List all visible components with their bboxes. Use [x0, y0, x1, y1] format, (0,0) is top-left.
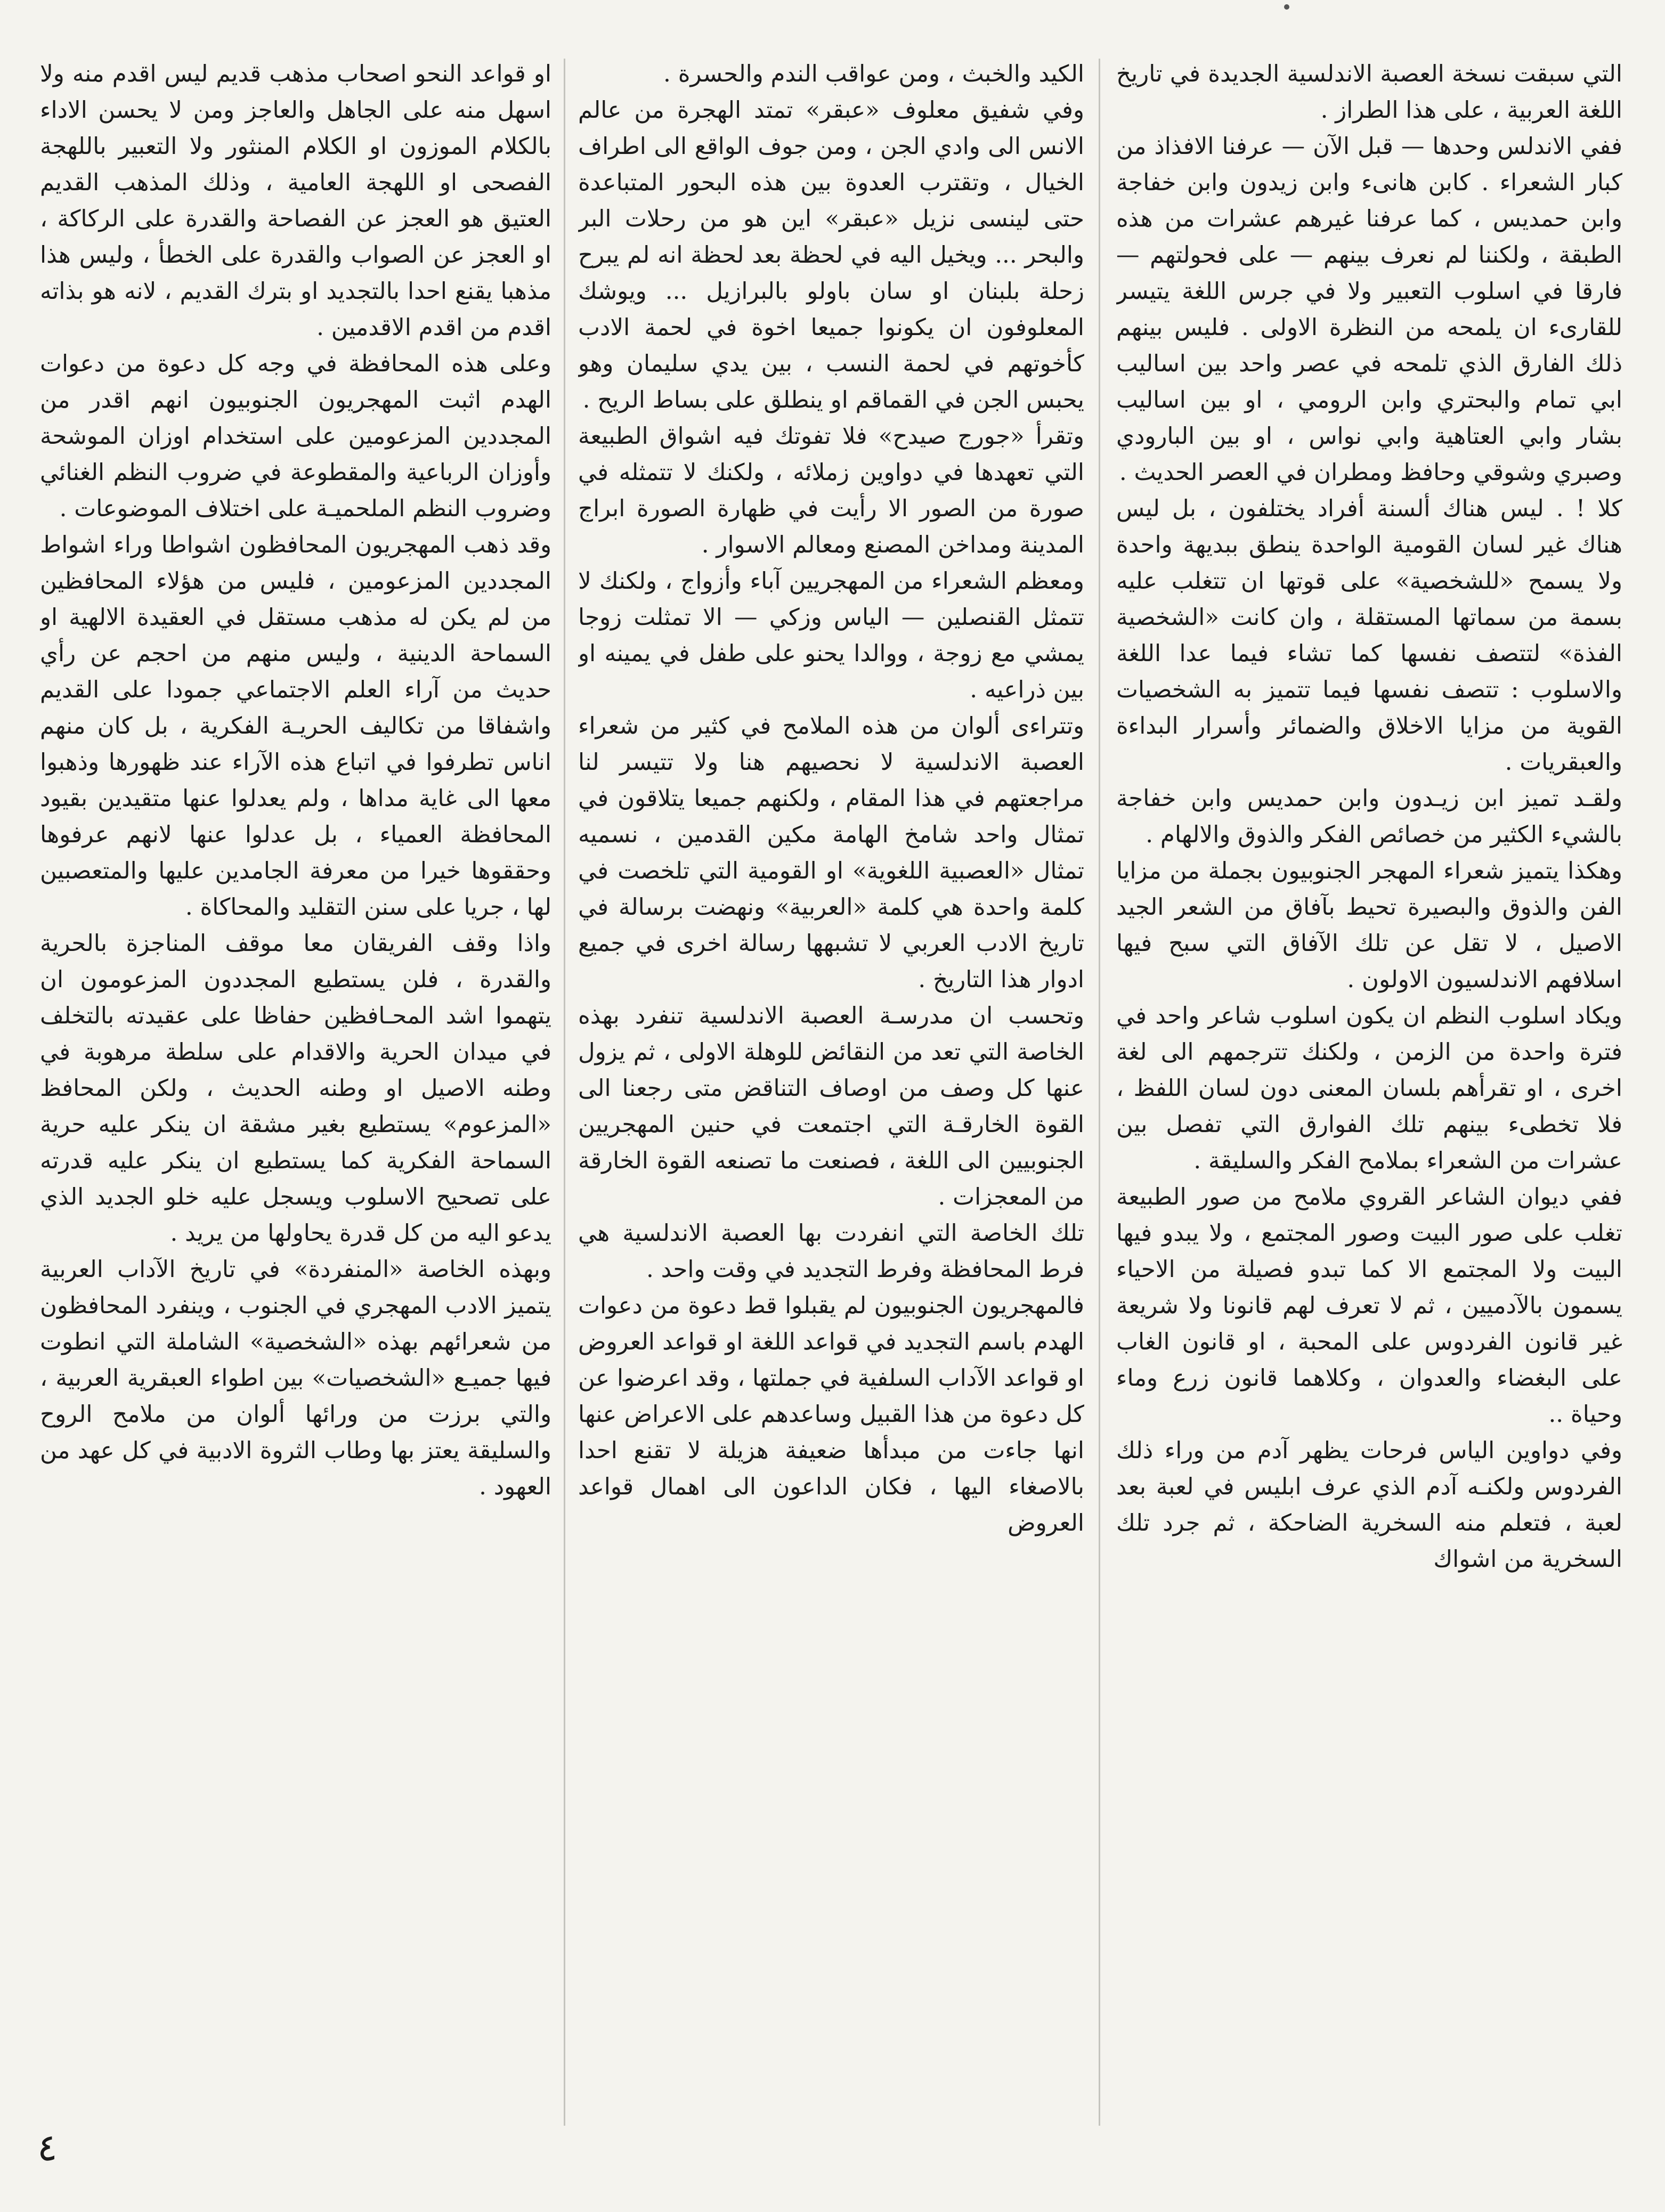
paragraph: وتتراءى ألوان من هذه الملامح في كثير من شعراء العصبة الاندلسية لا نحصيهم هنا ولا تتيسر لنا مراجعتهم في هذا المقام ، ولكنهم جميعا يتلاقون في تمثال واحد شامخ الهامة مكين القدمين ، نسميه تمثال «العصبية اللغوية» او القومية التي تلخصت في كلمة واحدة هي كلمة «العربية» ونهضت برسالة في تاريخ الادب العربي لا تشبهها رسالة اخرى في جميع ادوار هذا التاريخ .: [578, 713, 1084, 993]
paragraph: وفي دواوين الياس فرحات يظهر آدم من وراء ذلك الفردوس ولكنـه آدم الذي عرف ابليس في لعبة بعد لعبة ، فتعلم منه السخرية الضاحكة ، ثم جرد تلك السخرية من اشواك: [1116, 1437, 1622, 1573]
print-dot: [1284, 4, 1289, 10]
paragraph: كلا ! . ليس هناك ألسنة أفراد يختلفون ، بل ليس هناك غير لسان القومية الواحدة ينطق ببديهة واحدة ولا يسمح «للشخصية» على قوتها ان تتغلب عليه بسمة من سماتها المستقلة ، وان كانت «الشخصية الفذة» لتتصف نفسها كما تشاء فيما عدا اللغة والاسلوب : تتصف نفسها فيما تتميز به الشخصيات القوية من مزايا الاخلاق والضمائر وأسرار البداءة والعبقريات .: [1116, 495, 1622, 776]
paragraph: وعلى هذه المحافظة في وجه كل دعوة من دعوات الهدم اثبت المهجريون الجنوبيون انهم اقدر من المجددين المزعومين على استخدام اوزان الموشحة وأوزان الرباعية والمقطوعة في ضروب النظم الغنائي وضروب النظم الملحميـة على اختلاف الموضوعات .: [40, 351, 551, 522]
article-column-right: [1116, 56, 1622, 2134]
paragraph: الكيد والخبث ، ومن عواقب الندم والحسرة .: [663, 61, 1084, 87]
paragraph: ويكاد اسلوب النظم ان يكون اسلوب شاعر واحد في فترة واحدة من الزمن ، ولكنك تترجمهم الى لغة اخرى ، او تقرأهم بلسان المعنى دون لسان اللفظ ، فلا تخطىء بينهم تلك الفوارق التي تفصل بين عشرات من الشعراء بملامح الفكر والسليقة .: [1116, 1003, 1622, 1174]
paragraph: واذا وقف الفريقان معا موقف المناجزة بالحرية والقدرة ، فلن يستطيع المجددون المزعومون ان يتهموا اشد المحـافظين حفاظا على عقيدته بالتخلف في ميدان الحرية والاقدام على سلطة مرهوبة في وطنه الاصيل او وطنه الحديث ، ولكن المحافظ «المزعوم» يستطيع بغير مشقة ان ينكر عليه حرية السماحة الفكرية كما يستطيع ان ينكر عليه قدرته على تصحيح الاسلوب ويسجل عليه خلو الجديد الذي يدعو اليه من كل قدرة يحاولها من يريد .: [40, 930, 551, 1247]
paragraph: ففي الاندلس وحدها — قبل الآن — عرفنا الافذاذ من كبار الشعراء . كابن هانىء وابن زيدون وابن خفاجة وابن حمديس ، كما عرفنا غيرهم عشرات من هذه الطبقة ، ولكننا لم نعرف بينهم — على فحولتهم — فارقا في اسلوب التعبير ولا في جرس اللغة يتيسر للقارىء ان يلمحه من النظرة الاولى . فليس بينهم ذلك الفارق الذي تلمحه في عصر واحد بين اساليب ابي تمام والبحتري وابن الرومي ، او بين اساليب بشار وابي العتاهية وابي نواس ، او بين البارودي وصبري وشوقي وحافظ ومطران في العصر الحديث .: [1116, 133, 1622, 486]
paragraph: وتحسب ان مدرسـة العصبة الاندلسية تنفرد بهذه الخاصة التي تعد من النقائض للوهلة الاولى ، ثم يزول عنها كل وصف من اوصاف التناقض متى رجعنا الى القوة الخارقـة التي اجتمعت في حنين المهجريين الجنوبيين الى اللغة ، فصنعت ما تصنعه القوة الخارقة من المعجزات .: [578, 1003, 1084, 1210]
column-divider: [1099, 59, 1100, 2126]
paragraph: تلك الخاصة التي انفردت بها العصبة الاندلسية هي فرط المحافظة وفرط التجديد في وقت واحد .: [578, 1220, 1084, 1283]
paragraph: ففي ديوان الشاعر القروي ملامح من صور الطبيعة تغلب على صور البيت وصور المجتمع ، ولا يبدو فيها البيت ولا المجتمع الا كما تبدو فصيلة من الاحياء يسمون بالآدميين ، ثم لا تعرف لهم قانونا ولا شريعة غير قانون الفردوس على المحبة ، او قانون الغاب على البغضاء والعدوان ، وكلاهما قانون زرع وماء وحياة ..: [1116, 1184, 1622, 1428]
paragraph: فالمهجريون الجنوبيون لم يقبلوا قط دعوة من دعوات الهدم باسم التجديد في قواعد اللغة او قواعد العروض او قواعد الآداب السلفية في جملتها ، وقد اعرضوا عن كل دعوة من هذا القبيل وساعدهم على الاعراض عنها انها جاءت من مبدأها ضعيفة هزيلة لا تقنع احدا بالاصغاء اليها ، فكان الداعون الى اهمال قواعد العروض: [578, 1292, 1084, 1536]
article-column-left: [40, 56, 551, 2134]
paragraph: او قواعد النحو اصحاب مذهب قديم ليس اقدم منه ولا اسهل منه على الجاهل والعاجز ومن لا يحسن الاداء بالكلام الموزون او الكلام المنثور ولا التعبير باللهجة الفصحى او اللهجة العامية ، وذلك المذهب القديم العتيق هو العجز عن الفصاحة والقدرة على الركاكة ، او العجز عن الصواب والقدرة على الخطأ ، وليس هذا مذهبا يقنع احدا بالتجديد او بترك القديم ، لانه هو بذاته اقدم من اقدم الاقدمين .: [40, 61, 551, 341]
page-number: ٤: [37, 2126, 58, 2169]
paragraph: ولقـد تميز ابن زيـدون وابن حمديس وابن خفاجة بالشيء الكثير من خصائص الفكر والذوق والالهام .: [1116, 785, 1622, 848]
paragraph: وتقرأ «جورج صيدح» فلا تفوتك فيه اشواق الطبيعة التي تعهدها في دواوين زملائه ، ولكنك لا تتمثله في صورة من الصور الا رأيت في ظهارة الصورة ابراج المدينة ومداخن المصنع ومعالم الاسوار .: [578, 423, 1084, 558]
article-column-middle: [578, 56, 1084, 2134]
paragraph: ومعظم الشعراء من المهجريين آباء وأزواج ، ولكنك لا تتمثل القنصلين — الياس وزكي — الا تمثلت زوجا يمشي مع زوجة ، ووالدا يحنو على طفل في يمينه او بين ذراعيه .: [578, 568, 1084, 703]
paragraph: وبهذه الخاصة «المنفردة» في تاريخ الآداب العربية يتميز الادب المهجري في الجنوب ، وينفرد المحافظون من شعرائهم بهذه «الشخصية» الشاملة التي انطوت فيها جميـع «الشخصيات» بين اطواء العبقرية العربية ، والتي برزت من ورائها ألوان من ملامح الروح والسليقة يعتز بها وطاب الثروة الادبية في كل عهد من العهود .: [40, 1256, 551, 1500]
paragraph: وفي شفيق معلوف «عبقر» تمتد الهجرة من عالم الانس الى وادي الجن ، ومن جوف الواقع الى اطراف الخيال ، وتقترب العدوة بين هذه البحور المتباعدة حتى لينسى نزيل «عبقر» اين هو من رحلات البر والبحر ... ويخيل اليه في لحظة بعد لحظة انه لم يبرح زحلة بلبنان او سان باولو بالبرازيل ... ويوشك المعلوفون ان يكونوا جميعا اخوة في لحمة الادب كأخوتهم في لحمة النسب ، بين يدي سليمان وهو يحبس الجن في القماقم او ينطلق على بساط الريح .: [578, 97, 1084, 413]
paragraph: وهكذا يتميز شعراء المهجر الجنوبيون بجملة من مزايا الفن والذوق والبصيرة تحيط بآفاق من الشعر الجيد الاصيل ، لا تقل عن تلك الآفاق التي سبح فيها اسلافهم الاندلسيون الاولون .: [1116, 858, 1622, 993]
paragraph: وقد ذهب المهجريون المحافظون اشواطا وراء اشواط المجددين المزعومين ، فليس من هؤلاء المحافظين من لم يكن له مذهب مستقل في العقيدة الالهية او السماحة الدينية ، وليس منهم من احجم عن رأي حديث من آراء العلم الاجتماعي جمودا على القديم واشفاقا من تكاليف الحريـة الفكرية ، بل كان منهم اناس تطرفوا في اتباع هذه الآراء عند ظهورها وذهبوا معها الى غاية مداها ، ولم يعدلوا عنها متقيدين بقيود المحافظة العمياء ، بل عدلوا عنها لانهم عرفوها وحققوها خيرا من معرفة الجامدين عليها والمتعصبين لها ، جريا على سنن التقليد والمحاكاة .: [40, 532, 551, 921]
column-divider: [564, 59, 565, 2126]
paragraph: التي سبقت نسخة العصبة الاندلسية الجديدة في تاريخ اللغة العربية ، على هذا الطراز .: [1116, 61, 1622, 124]
